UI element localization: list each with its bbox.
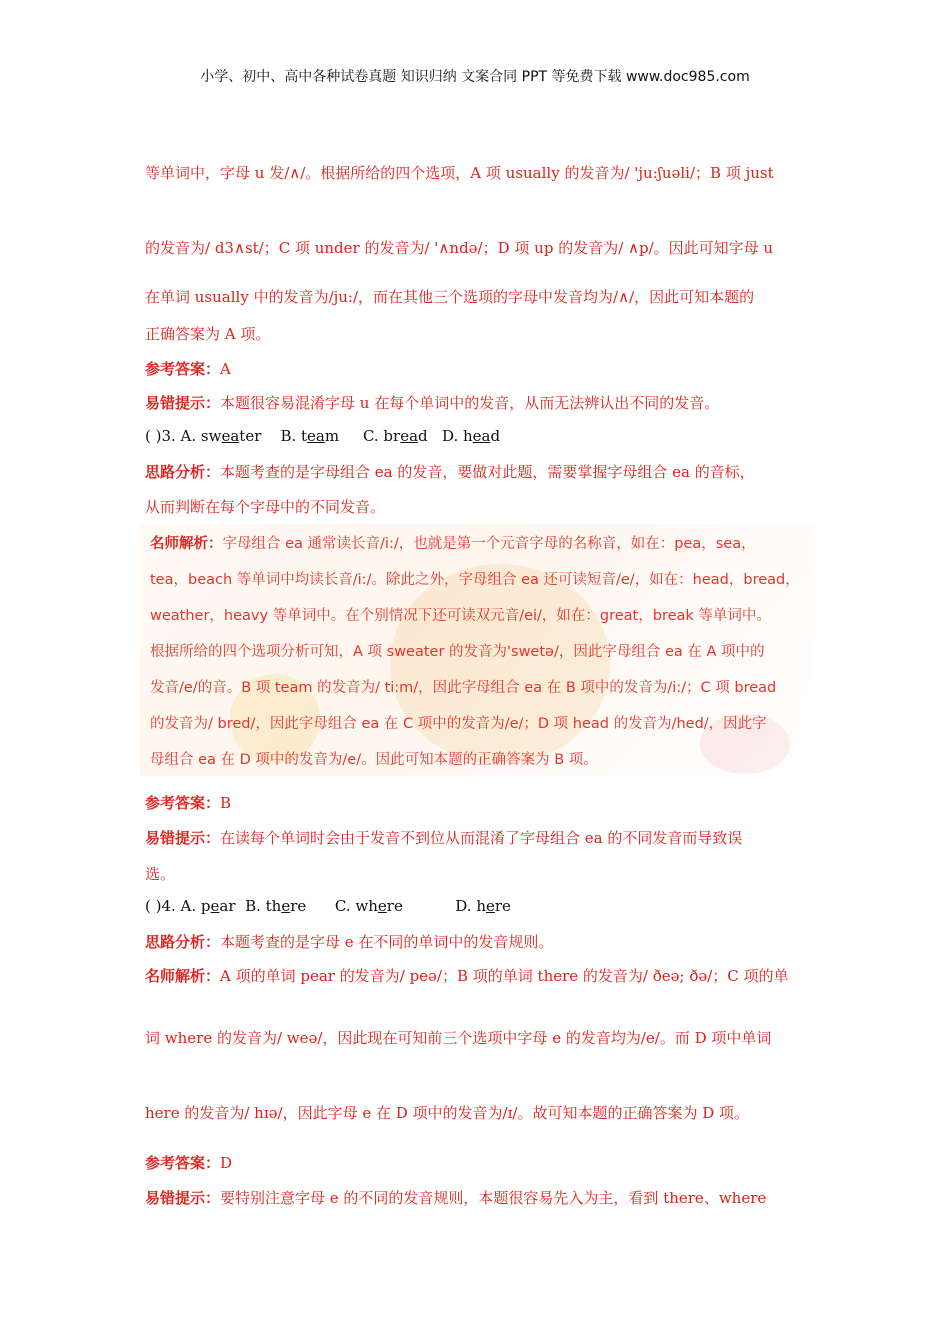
teacher-analysis-image <box>140 524 812 776</box>
page-header: 小学、初中、高中各种试卷真题 知识归纳 文案合同 PPT 等免费下载 www.doc985.com <box>200 69 750 85</box>
q3-analysis-line-1: 思路分析：本题考查的是字母组合 ea 的发音，要做对此题，需要掌握字母组合 ea 的音标， <box>145 463 755 481</box>
q4-answer <box>145 1152 232 1173</box>
q3-tip-line-1: 易错提示：在读每个单词时会由于发音不到位从而混淆了字母组合 ea 的不同发音而导致误 <box>145 829 743 847</box>
q2-explanation-line-1: 等单词中，字母 u 发/∧/。根据所给的四个选项，A 项 usually 的发音为/ 'ju:ʃuəli/；B 项 just <box>145 164 774 182</box>
answer-value: B <box>220 794 232 812</box>
q4-question: ( )4. A. pear B. there C. where D. here <box>145 897 511 915</box>
answer-label: 参考答案： <box>145 360 221 378</box>
q4-teacher-line-2: 词 where 的发音为/ weə/，因此现在可知前三个选项中字母 e 的发音均为/e/。而 D 项中单词 <box>145 1029 772 1047</box>
answer-label: 参考答案： <box>145 1154 221 1172</box>
tip-text: 本题很容易混淆字母 u 在每个单词中的发音，从而无法辨认出不同的发音。 <box>220 394 720 412</box>
analysis-label: 思路分析： <box>145 463 221 481</box>
teacher-line-7: 母组合 ea 在 D 项中的发音为/e/。因此可知本题的正确答案为 B 项。 <box>150 752 598 768</box>
tip-label: 易错提示： <box>145 1189 221 1207</box>
answer-value: D <box>220 1154 233 1172</box>
q4-analysis: 思路分析：本题考查的是字母 e 在不同的单词中的发音规则。 <box>145 933 554 951</box>
q3-analysis-line-2: 从而判断在每个字母中的不同发音。 <box>145 498 386 516</box>
teacher-line-2: tea，beach 等单词中均读长音/i:/。除此之外，字母组合 ea 还可读短音/e/，如在：head，bread， <box>150 572 800 588</box>
q2-answer <box>145 358 231 379</box>
teacher-line-5: 发音/e/的音。B 项 team 的发音为/ ti:m/，因此字母组合 ea 在 B 项中的发音为/i:/；C 项 bread <box>150 680 777 696</box>
q3-question: ( )3. A. sweater B. team C. bread D. head <box>145 427 501 445</box>
q2-explanation-line-2: 的发音为/ d3∧st/；C 项 under 的发音为/ '∧ndə/；D 项 up 的发音为/ ∧p/。因此可知字母 u <box>145 239 774 257</box>
q3-tip-line-2: 选。 <box>145 865 176 883</box>
tip-label: 易错提示： <box>145 829 221 847</box>
teacher-line-3: weather，heavy 等单词中。在个别情况下还可读双元音/ei/，如在：great，break 等单词中。 <box>150 608 771 624</box>
q3-answer <box>145 792 231 813</box>
analysis-label: 思路分析： <box>145 933 221 951</box>
teacher-line-6: 的发音为/ bred/，因此字母组合 ea 在 C 项中的发音为/e/；D 项 head 的发音为/hed/，因此字 <box>150 716 767 732</box>
teacher-label: 名师解析： <box>145 967 221 985</box>
teacher-line-1: 名师解析：字母组合 ea 通常读长音/i:/，也就是第一个元音字母的名称音，如在：pea，sea， <box>150 536 756 552</box>
watermark-seal <box>390 564 610 764</box>
q2-tip <box>145 392 719 413</box>
q4-tip: 易错提示：要特别注意字母 e 的不同的发音规则，本题很容易先入为主，看到 there、where <box>145 1189 767 1207</box>
q4-teacher-line-3: here 的发音为/ hɪə/，因此字母 e 在 D 项中的发音为/ɪ/。故可知本题的正确答案为 D 项。 <box>145 1104 750 1122</box>
answer-label: 参考答案： <box>145 794 221 812</box>
q2-explanation-line-3: 在单词 usually 中的发音为/ju:/，而在其他三个选项的字母中发音均为/∧/，因此可知本题的 <box>145 288 755 306</box>
teacher-label: 名师解析： <box>150 536 223 552</box>
answer-value: A <box>220 360 231 378</box>
teacher-line-4: 根据所给的四个选项分析可知，A 项 sweater 的发音为'swetə/，因此字母组合 ea 在 A 项中的 <box>150 644 765 660</box>
q2-explanation-line-4: 正确答案为 A 项。 <box>145 325 271 343</box>
q4-teacher-line-1: 名师解析：A 项的单词 pear 的发音为/ peə/；B 项的单词 there 的发音为/ ðeə; ðə/；C 项的单 <box>145 967 789 985</box>
tip-label: 易错提示： <box>145 394 221 412</box>
